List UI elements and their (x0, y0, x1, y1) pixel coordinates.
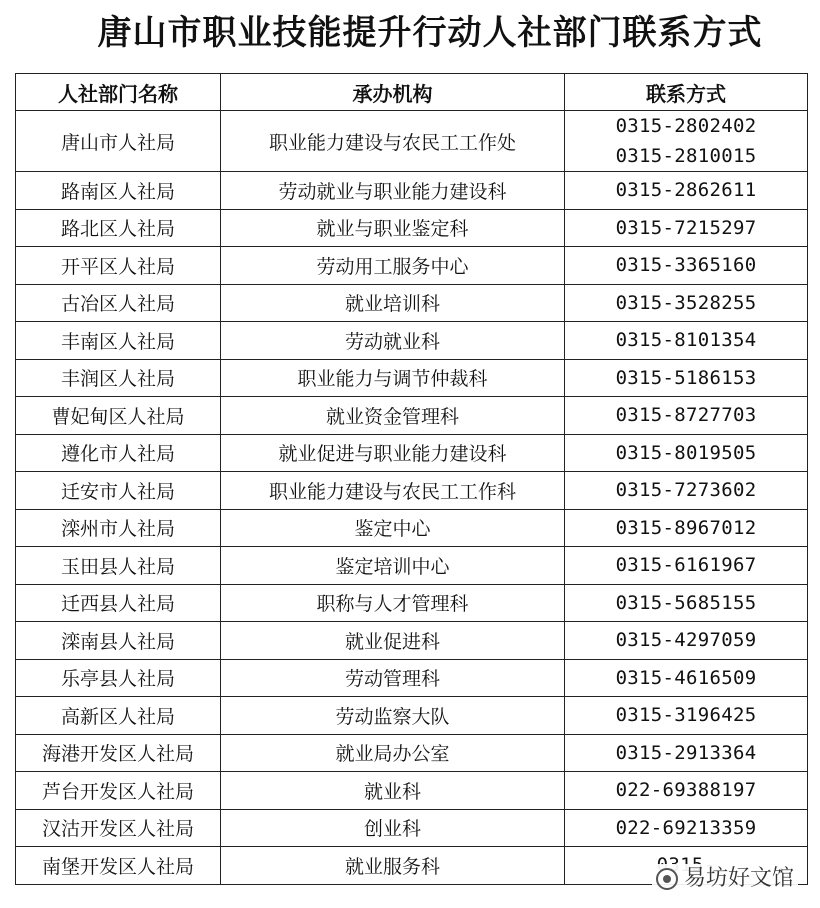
cell-org: 就业局办公室 (221, 734, 565, 772)
cell-dept: 滦州市人社局 (16, 509, 221, 547)
cell-dept: 开平区人社局 (16, 247, 221, 285)
page-title: 唐山市职业技能提升行动人社部门联系方式 (97, 13, 763, 53)
cell-org: 就业与职业鉴定科 (221, 209, 565, 247)
cell-phone: 0315-8727703 (565, 397, 808, 435)
table-row (16, 547, 808, 585)
cell-org: 就业促进与职业能力建设科 (221, 434, 565, 472)
table-row (16, 509, 808, 547)
cell-phone: 0315-2913364 (565, 734, 808, 772)
table-row (16, 809, 808, 847)
table-row (16, 111, 808, 172)
table-row (16, 284, 808, 322)
cell-phone: 022-69213359 (565, 809, 808, 847)
table-row (16, 659, 808, 697)
watermark (652, 864, 798, 894)
cell-org: 就业培训科 (221, 284, 565, 322)
cell-org: 就业资金管理科 (221, 397, 565, 435)
cell-dept: 海港开发区人社局 (16, 734, 221, 772)
cell-org: 鉴定培训中心 (221, 547, 565, 585)
cell-dept: 丰南区人社局 (16, 322, 221, 360)
cell-phone: 0315-2862611 (565, 172, 808, 210)
table-row (16, 584, 808, 622)
cell-org: 就业科 (221, 772, 565, 810)
cell-dept: 曹妃甸区人社局 (16, 397, 221, 435)
cell-org: 职业能力建设与农民工工作科 (221, 472, 565, 510)
cell-dept: 迁西县人社局 (16, 584, 221, 622)
cell-phone: 0315-7215297 (565, 209, 808, 247)
cell-dept: 高新区人社局 (16, 697, 221, 735)
cell-phone: 022-69388197 (565, 772, 808, 810)
cell-dept: 路北区人社局 (16, 209, 221, 247)
cell-org: 创业科 (221, 809, 565, 847)
phone-number: 0315-2802402 (615, 115, 757, 137)
cell-phone: 0315-5685155 (565, 584, 808, 622)
cell-dept: 南堡开发区人社局 (16, 847, 221, 885)
cell-org: 鉴定中心 (221, 509, 565, 547)
cell-dept: 唐山市人社局 (16, 111, 221, 172)
table-row (16, 622, 808, 660)
table-row (16, 172, 808, 210)
cell-dept: 乐亭县人社局 (16, 659, 221, 697)
cell-phone: 0315-4616509 (565, 659, 808, 697)
cell-org: 就业服务科 (221, 847, 565, 885)
table-row (16, 247, 808, 285)
cell-phone: 0315-3528255 (565, 284, 808, 322)
table-row (16, 359, 808, 397)
contacts-table (15, 73, 808, 885)
cell-dept: 迁安市人社局 (16, 472, 221, 510)
cell-dept: 古冶区人社局 (16, 284, 221, 322)
cell-phone: 0315-8967012 (565, 509, 808, 547)
cell-phone: 0315-5186153 (565, 359, 808, 397)
cell-phone: 0315-8019505 (565, 434, 808, 472)
table-row (16, 209, 808, 247)
cell-org: 劳动监察大队 (221, 697, 565, 735)
cell-org: 劳动就业科 (221, 322, 565, 360)
table-row (16, 697, 808, 735)
cell-dept: 玉田县人社局 (16, 547, 221, 585)
cell-org: 劳动管理科 (221, 659, 565, 697)
table-row (16, 434, 808, 472)
table-row (16, 322, 808, 360)
table-row (16, 397, 808, 435)
table-row (16, 734, 808, 772)
circle-logo-icon (656, 868, 678, 890)
cell-phone: 0315-6161967 (565, 547, 808, 585)
cell-dept: 滦南县人社局 (16, 622, 221, 660)
cell-org: 职业能力建设与农民工工作处 (221, 111, 565, 172)
watermark-text: 易坊好文馆 (683, 866, 794, 891)
cell-org: 劳动就业与职业能力建设科 (221, 172, 565, 210)
cell-phone (565, 111, 808, 172)
phone-number: 0315-2810015 (615, 145, 757, 167)
table-header-row (16, 74, 808, 111)
cell-phone: 0315-8101354 (565, 322, 808, 360)
cell-dept: 遵化市人社局 (16, 434, 221, 472)
cell-org: 劳动用工服务中心 (221, 247, 565, 285)
header-contact: 联系方式 (565, 74, 808, 111)
cell-org: 职业能力与调节仲裁科 (221, 359, 565, 397)
cell-org: 就业促进科 (221, 622, 565, 660)
cell-phone: 0315-3365160 (565, 247, 808, 285)
table-row (16, 772, 808, 810)
header-org: 承办机构 (221, 74, 565, 111)
cell-dept: 汉沽开发区人社局 (16, 809, 221, 847)
cell-org: 职称与人才管理科 (221, 584, 565, 622)
table-row (16, 472, 808, 510)
cell-phone: 0315-3196425 (565, 697, 808, 735)
header-dept: 人社部门名称 (16, 74, 221, 111)
cell-phone: 0315-4297059 (565, 622, 808, 660)
cell-dept: 丰润区人社局 (16, 359, 221, 397)
cell-dept: 芦台开发区人社局 (16, 772, 221, 810)
cell-phone: 0315-7273602 (565, 472, 808, 510)
cell-dept: 路南区人社局 (16, 172, 221, 210)
